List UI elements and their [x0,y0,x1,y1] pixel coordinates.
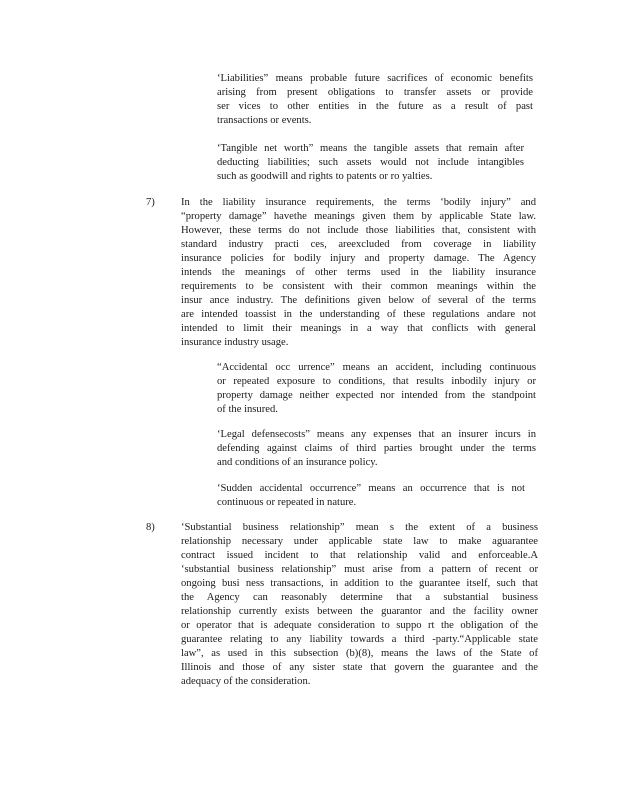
text-line: ‘Liabilities” means probable future sacrifices of economic benefits [217,73,533,84]
text-line: such as goodwill and rights to patents or ro yalties. [217,171,433,182]
definition-legal-defense-costs [217,428,536,470]
text-line: “property damage” havethe meanings given them by applicable State law. [181,211,536,222]
text-line: ‘Sudden accidental occurrence” means an occurrence that is not [217,483,525,494]
text-line: adequacy of the consideration. [181,676,311,687]
text-line: However, these terms do not include those liabilities that, consistent with [181,225,536,236]
text-line: relationship necessary under applicable state law to make aguarantee [181,536,538,547]
text-line: ser vices to other entities in the future as a result of past [217,101,533,112]
text-line: or repeated exposure to conditions, that results inbodily injury or [217,376,536,387]
item-7-paragraph [181,196,536,350]
text-line: requirements to be consistent with their common meanings within the [181,281,536,292]
text-line: deducting liabilities; such assets would not include intangibles [217,157,524,168]
text-line: insur ance industry. The definitions given below of several of the terms [181,295,536,306]
item-8-paragraph [181,521,538,689]
text-line: relationship currently exists between the guarantor and the facility owner [181,606,538,617]
item-number-7: 7) [146,197,155,208]
text-line: intended to limit their meanings in a way that conflicts with general [181,323,536,334]
text-line: of the insured. [217,404,278,415]
text-line: ‘substantial business relationship” must arise from a pattern of recent or [181,564,538,575]
text-line: defending against claims of third parties brought under the terms [217,443,536,454]
text-line: property damage neither expected nor intended from the standpoint [217,390,536,401]
text-line: intends the meanings of other terms used in the liability insurance [181,267,536,278]
item-number-8: 8) [146,522,155,533]
text-line: the Agency can reasonably determine that a substantial business [181,592,538,603]
text-line: guarantee relating to any liability towards a third -party.“Applicable state [181,634,538,645]
definition-sudden-accidental-occurrence [217,482,525,510]
text-line: arising from present obligations to transfer assets or provide [217,87,533,98]
text-line: and conditions of an insurance policy. [217,457,378,468]
text-line: insurance industry usage. [181,337,289,348]
text-line: Illinois and those of any sister state that govern the guarantee and the [181,662,538,673]
text-line: contract issued incident to that relationship valid and enforceable.A [181,550,538,561]
definition-liabilities [217,72,533,128]
text-line: ‘Tangible net worth” means the tangible assets that remain after [217,143,524,154]
text-line: insurance policies for bodily injury and property damage. The Agency [181,253,536,264]
text-line: ‘Legal defensecosts” means any expenses that an insurer incurs in [217,429,536,440]
text-line: continuous or repeated in nature. [217,497,357,508]
text-line: transactions or events. [217,115,312,126]
text-line: or operator that is adequate consideration to suppo rt the obligation of the [181,620,538,631]
text-line: “Accidental occ urrence” means an accident, including continuous [217,362,536,373]
text-line: law”, as used in this subsection (b)(8), means the laws of the State of [181,648,538,659]
text-line: In the liability insurance requirements, the terms ‘bodily injury” and [181,197,536,208]
definition-tangible-net-worth [217,142,524,184]
definition-accidental-occurrence [217,361,536,417]
text-line: ongoing busi ness transactions, in addition to the guarantee itself, such that [181,578,538,589]
text-line: ‘Substantial business relationship” mean s the extent of a business [181,522,538,533]
text-line: are intended toassist in the understanding of these regulations andare not [181,309,536,320]
text-line: standard industry practi ces, areexcluded from coverage in liability [181,239,536,250]
